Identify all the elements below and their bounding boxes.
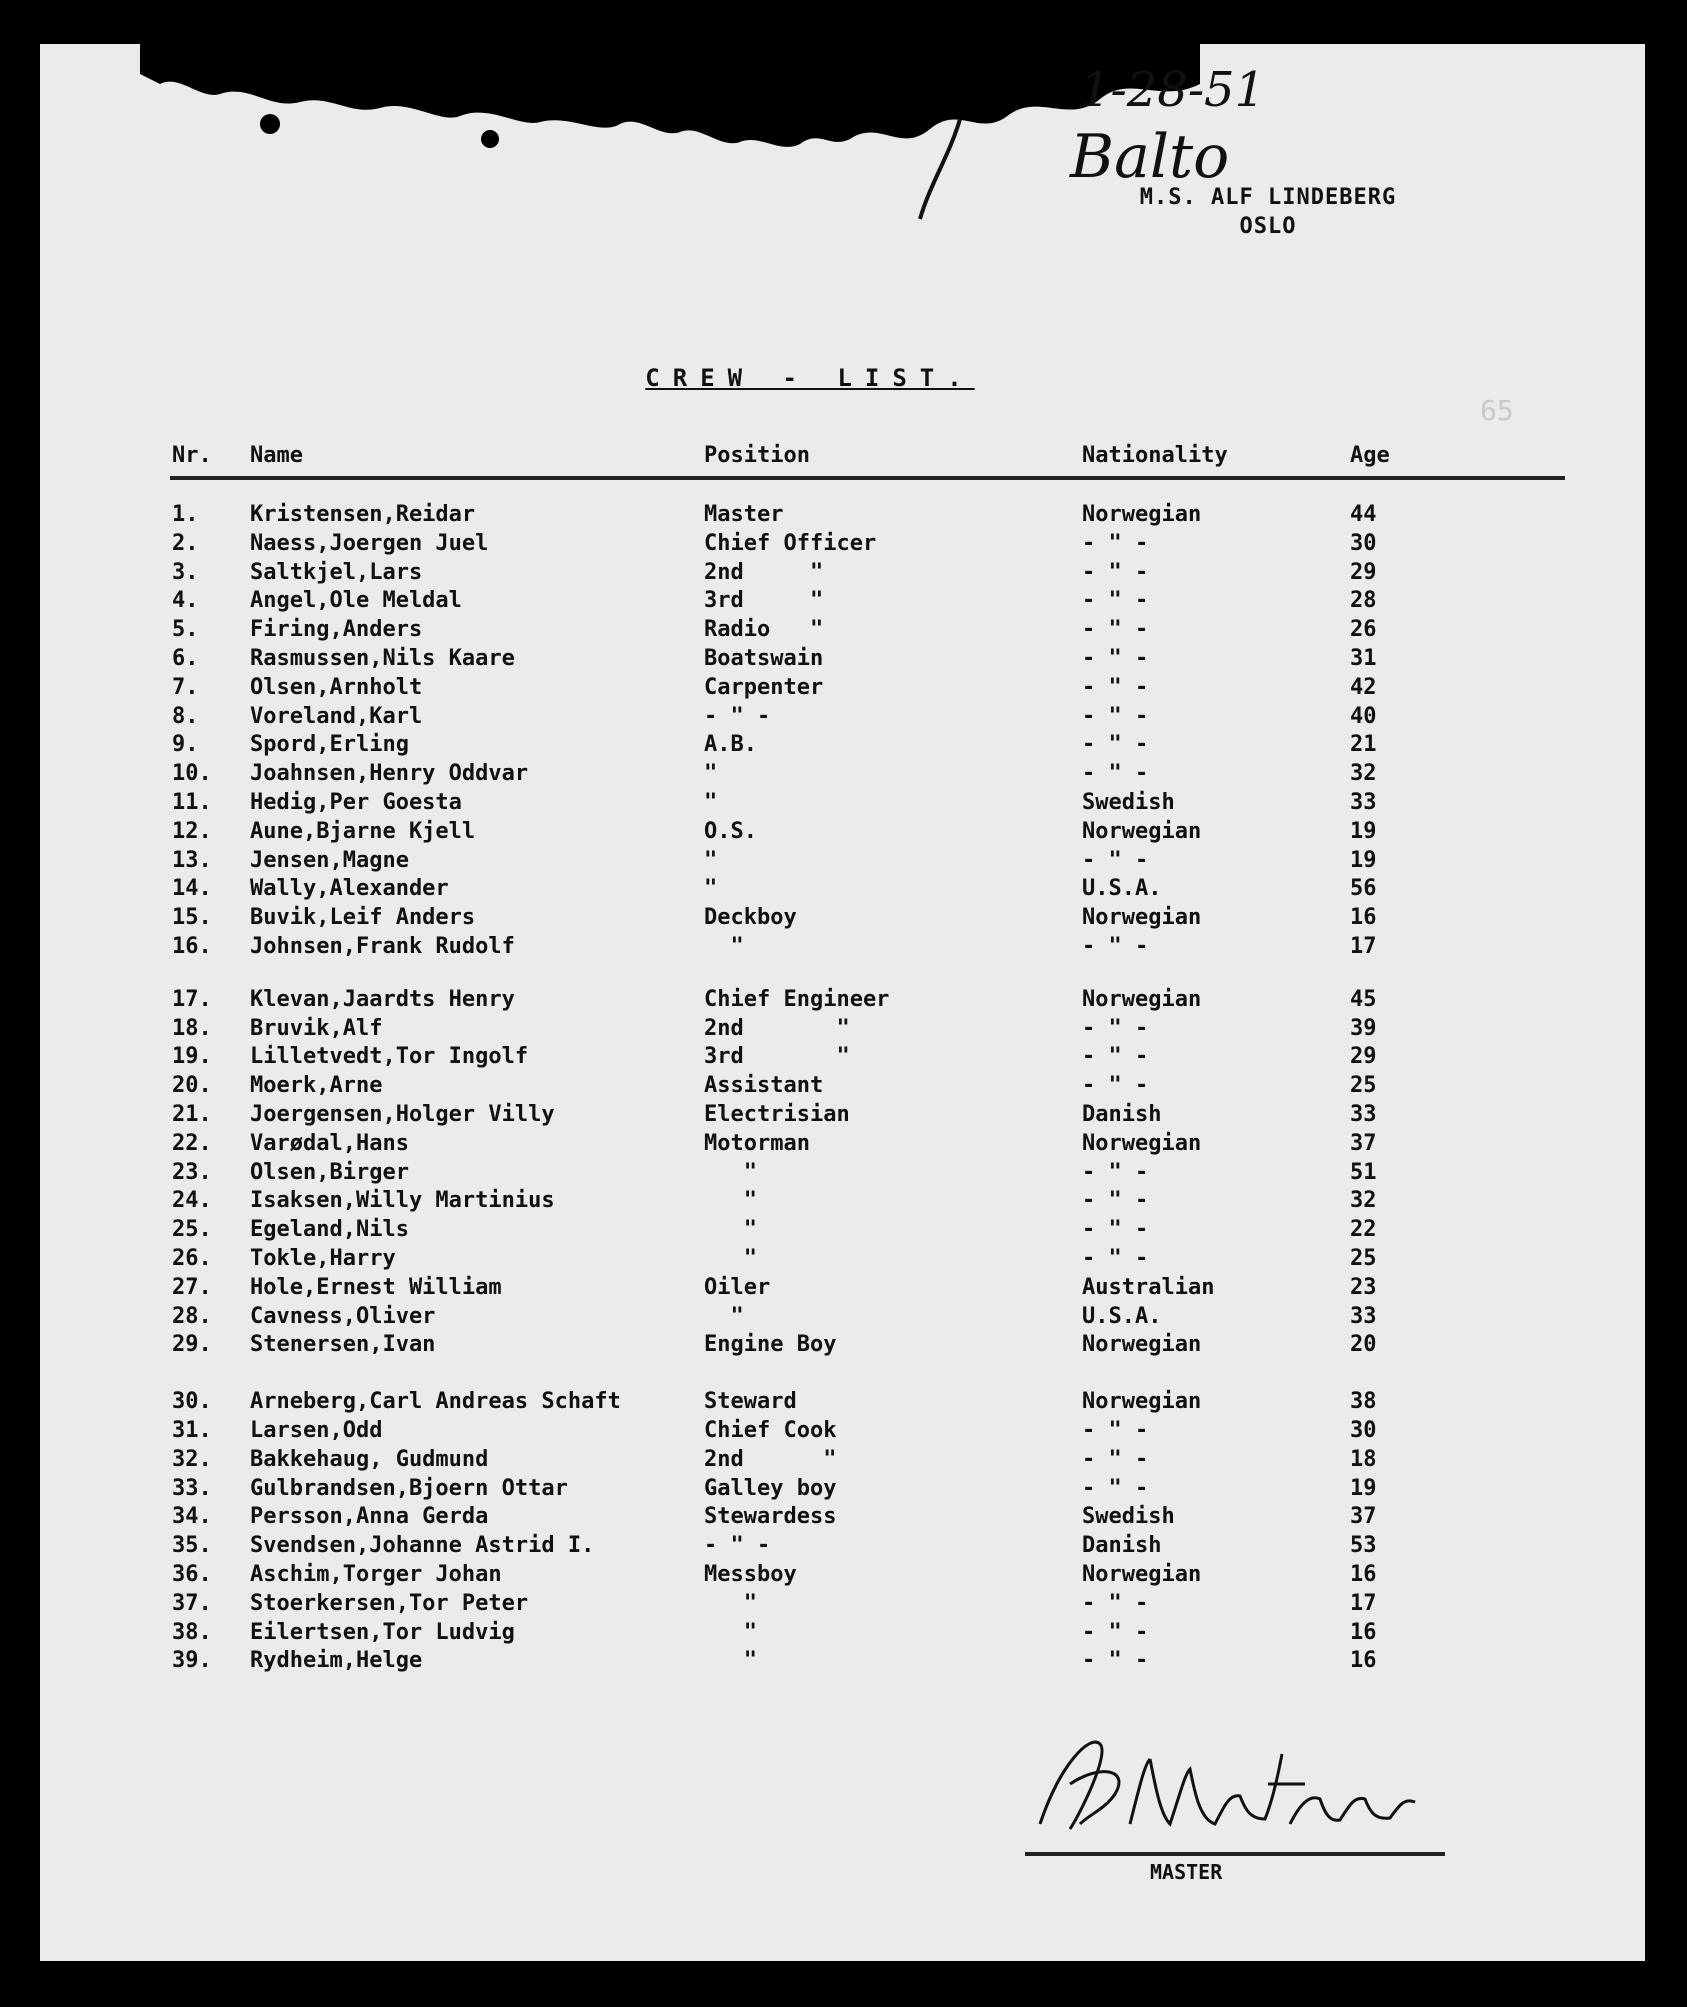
crew-position: 3rd " — [704, 588, 824, 614]
crew-position: Chief Officer — [704, 530, 877, 556]
crew-nationality: - " - — [1082, 1044, 1149, 1070]
crew-nr: 3. — [172, 559, 199, 585]
handwritten-date: 1-28-51 — [1080, 62, 1266, 118]
crew-nationality: - " - — [1082, 1217, 1149, 1243]
crew-position: Galley boy — [704, 1475, 837, 1501]
handwritten-stroke — [900, 114, 980, 224]
crew-age: 33 — [1350, 1303, 1377, 1329]
master-signature — [1020, 1724, 1450, 1844]
crew-row — [40, 1590, 1645, 1618]
crew-age: 32 — [1350, 1188, 1377, 1214]
crew-position: 2nd " — [704, 559, 824, 585]
crew-nationality: - " - — [1082, 1159, 1149, 1185]
crew-age: 45 — [1350, 986, 1377, 1012]
crew-row — [40, 789, 1645, 817]
crew-nationality: - " - — [1082, 1590, 1149, 1616]
crew-row — [40, 1647, 1645, 1675]
crew-nationality: - " - — [1082, 1446, 1149, 1472]
crew-name: Voreland,Karl — [250, 703, 423, 729]
crew-position: " — [704, 1303, 744, 1329]
crew-position: Electrisian — [704, 1102, 850, 1127]
crew-position: Radio " — [704, 617, 824, 643]
crew-age: 56 — [1350, 876, 1377, 902]
crew-name: Persson,Anna Gerda — [250, 1504, 489, 1530]
crew-nationality: - " - — [1082, 1648, 1149, 1674]
crew-name: Aune,Bjarne Kjell — [250, 818, 476, 844]
crew-position: Steward — [704, 1389, 797, 1415]
crew-age: 21 — [1350, 732, 1377, 758]
crew-row — [40, 1503, 1645, 1531]
crew-age: 29 — [1350, 1044, 1377, 1070]
crew-age: 32 — [1350, 761, 1377, 787]
crew-age: 25 — [1350, 1246, 1377, 1271]
crew-name: Hole,Ernest William — [250, 1274, 502, 1300]
crew-position: A.B. — [704, 732, 757, 758]
crew-row — [40, 1043, 1645, 1071]
crew-name: Egeland,Nils — [250, 1217, 409, 1243]
crew-nr: 31. — [172, 1418, 212, 1443]
crew-nr: 37. — [172, 1590, 212, 1616]
crew-nr: 17. — [172, 986, 212, 1012]
column-header-name: Name — [250, 443, 303, 468]
crew-nationality: Swedish — [1082, 790, 1175, 815]
crew-name: Joergensen,Holger Villy — [250, 1102, 555, 1127]
signature-rule — [1025, 1852, 1445, 1856]
crew-position: - " - — [704, 1533, 771, 1559]
crew-nationality: Norwegian — [1082, 1562, 1202, 1587]
crew-row — [40, 1216, 1645, 1244]
crew-row — [40, 587, 1645, 615]
crew-row — [40, 559, 1645, 587]
crew-age: 39 — [1350, 1015, 1377, 1041]
crew-nr: 10. — [172, 761, 212, 787]
crew-age: 33 — [1350, 1102, 1377, 1127]
crew-nationality: - " - — [1082, 530, 1149, 556]
handwritten-note: Balto — [1070, 122, 1230, 192]
crew-row — [40, 1446, 1645, 1474]
crew-position: 2nd " — [704, 1015, 850, 1041]
crew-nationality: - " - — [1082, 1015, 1149, 1041]
crew-nr: 12. — [172, 818, 212, 844]
crew-row — [40, 1619, 1645, 1647]
crew-nationality: U.S.A. — [1082, 1303, 1162, 1329]
crew-age: 16 — [1350, 1562, 1377, 1587]
crew-nationality: Norwegian — [1082, 818, 1202, 844]
crew-nationality: - " - — [1082, 732, 1149, 758]
crew-name: Naess,Joergen Juel — [250, 530, 489, 556]
crew-position: " — [704, 761, 718, 787]
crew-position: Deckboy — [704, 905, 797, 931]
crew-nr: 13. — [172, 847, 212, 873]
crew-position: " — [704, 1217, 757, 1243]
crew-age: 33 — [1350, 790, 1377, 815]
crew-position: Chief Cook — [704, 1418, 837, 1443]
crew-nationality: - " - — [1082, 1619, 1149, 1645]
crew-nr: 18. — [172, 1015, 212, 1041]
crew-position: Messboy — [704, 1562, 797, 1587]
crew-nationality: - " - — [1082, 1246, 1149, 1271]
crew-name: Joahnsen,Henry Oddvar — [250, 761, 529, 787]
crew-age: 20 — [1350, 1332, 1377, 1358]
crew-name: Gulbrandsen,Bjoern Ottar — [250, 1475, 568, 1501]
crew-position: " — [704, 1188, 757, 1214]
crew-name: Rasmussen,Nils Kaare — [250, 646, 515, 671]
crew-position: Oiler — [704, 1274, 771, 1300]
crew-nr: 2. — [172, 530, 199, 556]
crew-age: 17 — [1350, 1590, 1377, 1616]
crew-nr: 28. — [172, 1303, 212, 1329]
crew-name: Aschim,Torger Johan — [250, 1562, 502, 1587]
crew-row — [40, 1475, 1645, 1503]
crew-row — [40, 731, 1645, 759]
crew-row — [40, 760, 1645, 788]
crew-position: " — [704, 1619, 757, 1645]
crew-row — [40, 1532, 1645, 1560]
crew-name: Eilertsen,Tor Ludvig — [250, 1619, 515, 1645]
crew-row — [40, 904, 1645, 932]
crew-nr: 22. — [172, 1130, 212, 1156]
crew-name: Cavness,Oliver — [250, 1303, 436, 1329]
crew-age: 16 — [1350, 905, 1377, 931]
crew-nationality: - " - — [1082, 1418, 1149, 1443]
crew-name: Isaksen,Willy Martinius — [250, 1188, 555, 1214]
crew-name: Olsen,Arnholt — [250, 674, 423, 700]
crew-row — [40, 1274, 1645, 1302]
crew-nr: 7. — [172, 674, 199, 700]
crew-age: 38 — [1350, 1389, 1377, 1415]
crew-nationality: Norwegian — [1082, 986, 1202, 1012]
crew-row — [40, 1561, 1645, 1589]
crew-position: Boatswain — [704, 646, 824, 671]
crew-age: 42 — [1350, 674, 1377, 700]
crew-position: Engine Boy — [704, 1332, 837, 1358]
crew-nr: 1. — [172, 502, 199, 527]
crew-nationality: Swedish — [1082, 1504, 1175, 1530]
crew-nationality: - " - — [1082, 1475, 1149, 1501]
crew-age: 18 — [1350, 1446, 1377, 1472]
crew-name: Angel,Ole Meldal — [250, 588, 462, 614]
crew-name: Firing,Anders — [250, 617, 423, 643]
crew-row — [40, 1417, 1645, 1445]
crew-nr: 25. — [172, 1217, 212, 1243]
crew-nationality: Australian — [1082, 1274, 1215, 1300]
crew-name: Jensen,Magne — [250, 847, 409, 873]
crew-position: " — [704, 1648, 757, 1674]
crew-position: 3rd " — [704, 1044, 850, 1070]
column-header-nationality: Nationality — [1082, 443, 1228, 468]
crew-name: Stenersen,Ivan — [250, 1332, 436, 1358]
crew-name: Rydheim,Helge — [250, 1648, 423, 1674]
page-number: 65 — [1480, 394, 1514, 427]
torn-edge — [140, 44, 1200, 184]
crew-nr: 33. — [172, 1475, 212, 1501]
crew-position: " — [704, 934, 744, 959]
crew-name: Moerk,Arne — [250, 1073, 383, 1099]
crew-nr: 36. — [172, 1562, 212, 1587]
crew-name: Spord,Erling — [250, 732, 409, 758]
crew-position: " — [704, 847, 718, 873]
crew-nationality: - " - — [1082, 559, 1149, 585]
crew-nationality: - " - — [1082, 1073, 1149, 1099]
crew-row — [40, 1331, 1645, 1359]
crew-position: Carpenter — [704, 674, 824, 700]
column-header-position: Position — [704, 443, 810, 468]
crew-name: Hedig,Per Goesta — [250, 790, 462, 815]
crew-position: " — [704, 876, 718, 902]
crew-name: Kristensen,Reidar — [250, 502, 476, 527]
crew-nr: 21. — [172, 1102, 212, 1127]
column-header-age: Age — [1350, 443, 1390, 468]
crew-name: Lilletvedt,Tor Ingolf — [250, 1044, 529, 1070]
crew-name: Varødal,Hans — [250, 1130, 409, 1156]
document-page — [40, 44, 1645, 1961]
crew-nr: 20. — [172, 1073, 212, 1099]
crew-nr: 14. — [172, 876, 212, 902]
crew-row — [40, 847, 1645, 875]
crew-nationality: - " - — [1082, 847, 1149, 873]
crew-name: Stoerkersen,Tor Peter — [250, 1590, 529, 1616]
crew-row — [40, 1187, 1645, 1215]
crew-age: 26 — [1350, 617, 1377, 643]
crew-nr: 26. — [172, 1246, 212, 1271]
crew-row — [40, 1245, 1645, 1273]
crew-age: 53 — [1350, 1533, 1377, 1559]
crew-row — [40, 1303, 1645, 1331]
column-header-nr: Nr. — [172, 443, 212, 468]
crew-nationality: - " - — [1082, 646, 1149, 671]
crew-position: O.S. — [704, 818, 757, 844]
crew-nationality: Danish — [1082, 1533, 1162, 1559]
crew-nr: 23. — [172, 1159, 212, 1185]
crew-nr: 16. — [172, 934, 212, 959]
header-rule — [170, 476, 1565, 480]
crew-nr: 39. — [172, 1648, 212, 1674]
crew-row — [40, 645, 1645, 673]
crew-name: Bruvik,Alf — [250, 1015, 383, 1041]
crew-name: Buvik,Leif Anders — [250, 905, 476, 931]
crew-age: 17 — [1350, 934, 1377, 959]
crew-nr: 24. — [172, 1188, 212, 1214]
vessel-name: M.S. ALF LINDEBERG — [1139, 185, 1397, 210]
crew-position: " — [704, 1590, 757, 1616]
crew-name: Saltkjel,Lars — [250, 559, 423, 585]
crew-nationality: - " - — [1082, 617, 1149, 643]
crew-nr: 38. — [172, 1619, 212, 1645]
crew-nr: 27. — [172, 1274, 212, 1300]
crew-name: Tokle,Harry — [250, 1246, 396, 1271]
crew-age: 44 — [1350, 502, 1377, 527]
crew-row — [40, 986, 1645, 1014]
crew-age: 16 — [1350, 1619, 1377, 1645]
crew-nationality: Norwegian — [1082, 502, 1202, 527]
crew-nationality: - " - — [1082, 703, 1149, 729]
crew-age: 28 — [1350, 588, 1377, 614]
crew-position: Master — [704, 502, 784, 527]
crew-nr: 15. — [172, 905, 212, 931]
crew-nationality: Norwegian — [1082, 1389, 1202, 1415]
crew-age: 37 — [1350, 1504, 1377, 1530]
vessel-port: OSLO — [1239, 214, 1297, 239]
crew-row — [40, 530, 1645, 558]
crew-row — [40, 933, 1645, 961]
document-title: CREW - LIST. — [645, 364, 975, 392]
crew-position: Stewardess — [704, 1504, 837, 1530]
crew-name: Larsen,Odd — [250, 1418, 383, 1443]
crew-age: 25 — [1350, 1073, 1377, 1099]
crew-row — [40, 1130, 1645, 1158]
crew-name: Bakkehaug, Gudmund — [250, 1446, 489, 1472]
crew-nr: 29. — [172, 1332, 212, 1358]
crew-name: Svendsen,Johanne Astrid I. — [250, 1533, 595, 1559]
crew-nr: 11. — [172, 790, 212, 815]
crew-age: 30 — [1350, 530, 1377, 556]
crew-position: - " - — [704, 703, 771, 729]
crew-nationality: Norwegian — [1082, 1332, 1202, 1358]
crew-age: 19 — [1350, 847, 1377, 873]
crew-nationality: Norwegian — [1082, 905, 1202, 931]
crew-row — [40, 875, 1645, 903]
crew-age: 23 — [1350, 1274, 1377, 1300]
crew-nationality: Danish — [1082, 1102, 1162, 1127]
crew-position: " — [704, 790, 718, 815]
crew-row — [40, 501, 1645, 529]
crew-age: 51 — [1350, 1159, 1377, 1185]
crew-name: Wally,Alexander — [250, 876, 449, 902]
crew-age: 31 — [1350, 646, 1377, 671]
crew-name: Arneberg,Carl Andreas Schaft — [250, 1389, 621, 1415]
crew-nr: 4. — [172, 588, 199, 614]
crew-nr: 35. — [172, 1533, 212, 1559]
signature-role: MASTER — [1150, 1860, 1223, 1884]
crew-row — [40, 1159, 1645, 1187]
crew-position: " — [704, 1159, 757, 1185]
crew-age: 19 — [1350, 1475, 1377, 1501]
crew-nationality: U.S.A. — [1082, 876, 1162, 902]
crew-row — [40, 818, 1645, 846]
crew-row — [40, 703, 1645, 731]
crew-nationality: - " - — [1082, 674, 1149, 700]
crew-name: Johnsen,Frank Rudolf — [250, 934, 515, 959]
crew-row — [40, 616, 1645, 644]
crew-age: 30 — [1350, 1418, 1377, 1443]
crew-nr: 8. — [172, 703, 199, 729]
crew-nr: 34. — [172, 1504, 212, 1530]
crew-nr: 30. — [172, 1389, 212, 1415]
crew-name: Olsen,Birger — [250, 1159, 409, 1185]
crew-age: 29 — [1350, 559, 1377, 585]
crew-nr: 32. — [172, 1446, 212, 1472]
crew-row — [40, 1015, 1645, 1043]
crew-nationality: - " - — [1082, 588, 1149, 614]
crew-position: Chief Engineer — [704, 986, 890, 1012]
crew-row — [40, 1101, 1645, 1129]
crew-position: " — [704, 1246, 757, 1271]
crew-row — [40, 1388, 1645, 1416]
crew-nr: 19. — [172, 1044, 212, 1070]
crew-nationality: - " - — [1082, 1188, 1149, 1214]
crew-name: Klevan,Jaardts Henry — [250, 986, 515, 1012]
crew-age: 40 — [1350, 703, 1377, 729]
crew-age: 22 — [1350, 1217, 1377, 1243]
crew-position: Motorman — [704, 1130, 810, 1156]
crew-position: 2nd " — [704, 1446, 837, 1472]
crew-nr: 5. — [172, 617, 199, 643]
crew-row — [40, 674, 1645, 702]
crew-age: 19 — [1350, 818, 1377, 844]
crew-row — [40, 1072, 1645, 1100]
crew-nationality: - " - — [1082, 761, 1149, 787]
crew-position: Assistant — [704, 1073, 824, 1099]
crew-nationality: - " - — [1082, 934, 1149, 959]
crew-age: 16 — [1350, 1648, 1377, 1674]
crew-age: 37 — [1350, 1130, 1377, 1156]
crew-nr: 9. — [172, 732, 199, 758]
crew-nationality: Norwegian — [1082, 1130, 1202, 1156]
crew-nr: 6. — [172, 646, 199, 671]
